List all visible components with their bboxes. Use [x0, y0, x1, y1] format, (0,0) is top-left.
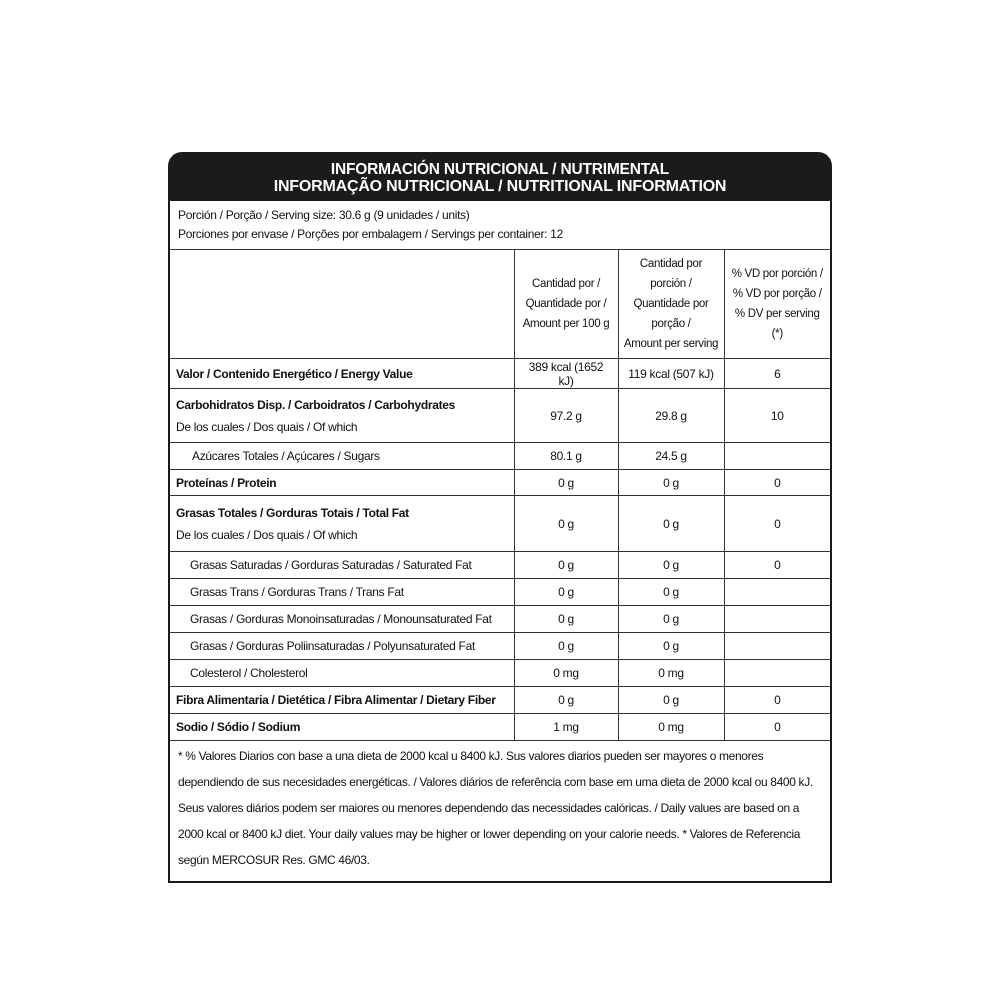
- col-header-per100-line2: Quantidade por /: [525, 298, 607, 310]
- table-row: [170, 579, 830, 606]
- table-row: [170, 633, 830, 660]
- cell-per100: 80.1 g: [514, 443, 618, 470]
- header-blank-cell: [170, 250, 514, 359]
- table-row: [170, 552, 830, 579]
- row-label: Grasas Trans / Gorduras Trans / Trans Fat: [170, 579, 514, 606]
- table-row: [170, 443, 830, 470]
- table-row: [170, 660, 830, 687]
- row-label-cell: [170, 389, 514, 443]
- table-row: [170, 606, 830, 633]
- cell-per-serving: 0 g: [618, 496, 724, 552]
- cell-per100: 0 g: [514, 496, 618, 552]
- cell-per-serving: 119 kcal (507 kJ): [618, 359, 724, 389]
- row-label: Grasas Saturadas / Gorduras Saturadas / Saturated Fat: [170, 552, 514, 579]
- cell-dv: [724, 633, 830, 660]
- col-header-serving-line1: Cantidad por porción /: [639, 258, 703, 290]
- table-row: [170, 687, 830, 714]
- label-header: [170, 154, 830, 201]
- col-header-per100-line3: Amount per 100 g: [522, 318, 610, 330]
- table-row: [170, 359, 830, 389]
- cell-dv: 0: [724, 470, 830, 496]
- row-label: Colesterol / Cholesterol: [170, 660, 514, 687]
- row-label: Grasas Totales / Gorduras Totais / Total Fat: [176, 505, 409, 520]
- cell-per-serving: 0 mg: [618, 714, 724, 741]
- row-label: Grasas / Gorduras Poliinsaturadas / Polyunsaturated Fat: [170, 633, 514, 660]
- row-label: Valor / Contenido Energético / Energy Value: [170, 359, 514, 389]
- row-label: Fibra Alimentaria / Dietética / Fibra Alimentar / Dietary Fiber: [170, 687, 514, 714]
- table-row: [170, 470, 830, 496]
- col-header-dv-line3: % DV per serving (*): [734, 308, 820, 340]
- cell-dv: 0: [724, 687, 830, 714]
- table-row: [170, 389, 830, 443]
- col-header-per100: [514, 250, 618, 359]
- row-label: Sodio / Sódio / Sodium: [170, 714, 514, 741]
- cell-per-serving: 29.8 g: [618, 389, 724, 443]
- col-header-per-serving: [618, 250, 724, 359]
- cell-per100: 0 g: [514, 687, 618, 714]
- cell-per-serving: 0 g: [618, 606, 724, 633]
- cell-per100: 0 g: [514, 606, 618, 633]
- cell-dv: 0: [724, 714, 830, 741]
- column-header-row: [170, 250, 830, 359]
- nutrition-table: [170, 250, 830, 741]
- cell-per-serving: 0 g: [618, 552, 724, 579]
- row-label-cell: [170, 496, 514, 552]
- cell-per100: 0 g: [514, 552, 618, 579]
- cell-per100: 389 kcal (1652 kJ): [514, 359, 618, 389]
- cell-per-serving: 0 mg: [618, 660, 724, 687]
- row-label: Grasas / Gorduras Monoinsaturadas / Monounsaturated Fat: [170, 606, 514, 633]
- nutrition-label: [168, 152, 832, 883]
- cell-dv: [724, 443, 830, 470]
- cell-per100: 0 g: [514, 633, 618, 660]
- cell-per-serving: 0 g: [618, 579, 724, 606]
- header-title-line2: INFORMAÇÃO NUTRICIONAL / NUTRITIONAL INFORMATION: [273, 178, 727, 195]
- col-header-dv-line1: % VD por porción /: [731, 268, 823, 280]
- cell-per-serving: 0 g: [618, 470, 724, 496]
- cell-dv: [724, 606, 830, 633]
- cell-dv: 0: [724, 496, 830, 552]
- cell-per100: 1 mg: [514, 714, 618, 741]
- table-row: [170, 496, 830, 552]
- row-label: Azúcares Totales / Açúcares / Sugars: [170, 443, 514, 470]
- cell-dv: 0: [724, 552, 830, 579]
- cell-dv: [724, 579, 830, 606]
- cell-per-serving: 0 g: [618, 633, 724, 660]
- col-header-dv-line2: % VD por porção /: [732, 288, 822, 300]
- row-sublabel: De los cuales / Dos quais / Of which: [176, 527, 358, 542]
- col-header-serving-line3: Amount per serving: [623, 338, 719, 350]
- cell-dv: [724, 660, 830, 687]
- row-label: Carbohidratos Disp. / Carboidratos / Carbohydrates: [176, 397, 456, 412]
- header-title-line1: INFORMACIÓN NUTRICIONAL / NUTRIMENTAL: [330, 161, 670, 178]
- col-header-per100-line1: Cantidad por /: [531, 278, 601, 290]
- row-label: Proteínas / Protein: [170, 470, 514, 496]
- cell-dv: 10: [724, 389, 830, 443]
- table-row: [170, 714, 830, 741]
- col-header-dv: [724, 250, 830, 359]
- cell-per100: 0 g: [514, 579, 618, 606]
- serving-info: [170, 201, 830, 250]
- cell-per100: 0 mg: [514, 660, 618, 687]
- servings-per-container: Porciones por envase / Porções por embalagem / Servings per container: 12: [178, 227, 563, 241]
- footnote: * % Valores Diarios con base a una dieta de 2000 kcal u 8400 kJ. Sus valores diarios pueden ser mayores o menores dependiendo de sus necesidades energéticas. / Valores diários de referência com base em uma dieta de 2000 kcal ou 8400 kJ. Seus valores diários podem ser maiores ou menores dependendo das necessidades calóricas. / Daily values are based on a 2000 kcal or 8400 kJ diet. Your daily values may be higher or lower depending on your calorie needs. * Valores de Referencia según MERCOSUR Res. GMC 46/03.: [178, 749, 813, 867]
- cell-per100: 0 g: [514, 470, 618, 496]
- cell-per-serving: 24.5 g: [618, 443, 724, 470]
- col-header-serving-line2: Quantidade por porção /: [633, 298, 709, 330]
- cell-per-serving: 0 g: [618, 687, 724, 714]
- cell-dv: 6: [724, 359, 830, 389]
- serving-size: Porción / Porção / Serving size: 30.6 g (9 unidades / units): [178, 208, 470, 222]
- row-sublabel: De los cuales / Dos quais / Of which: [176, 419, 358, 434]
- cell-per100: 97.2 g: [514, 389, 618, 443]
